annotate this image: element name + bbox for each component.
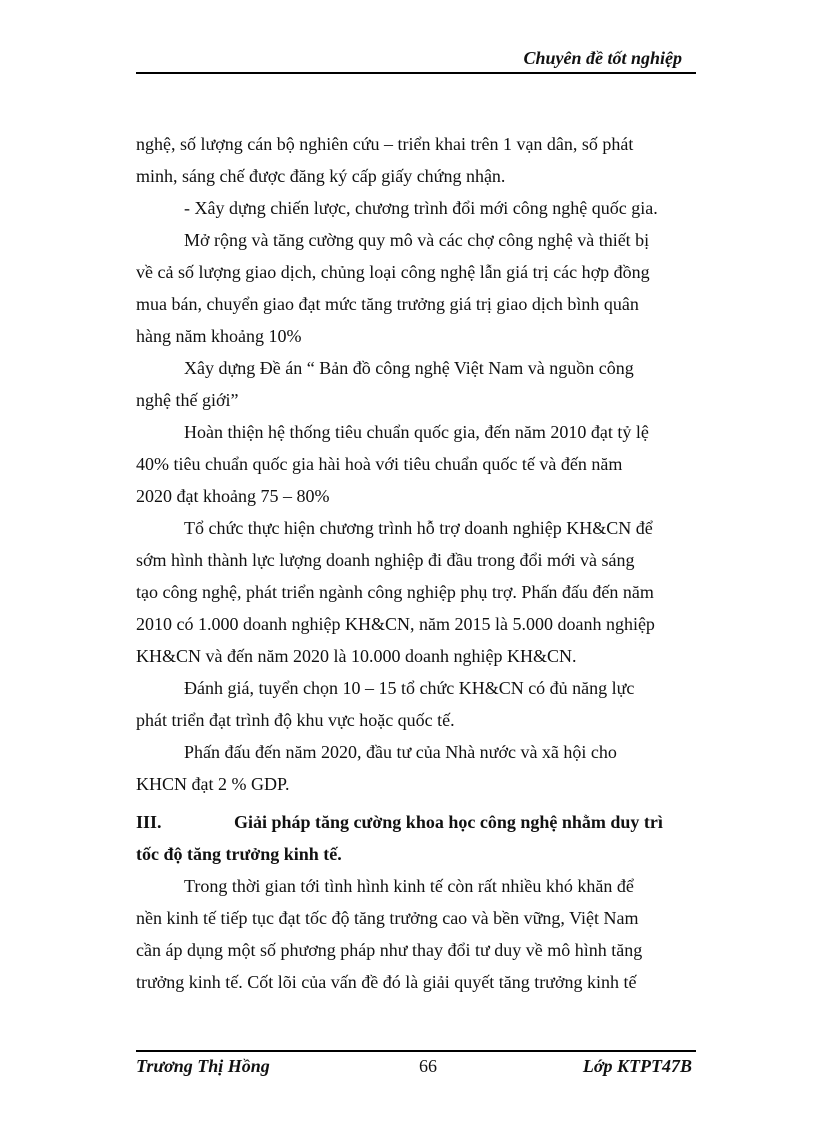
text-line: mua bán, chuyển giao đạt mức tăng trưởng giá trị giao dịch bình quân — [136, 294, 639, 314]
text-line: cần áp dụng một số phương pháp như thay đổi tư duy về mô hình tăng — [136, 940, 643, 960]
text-line: Phấn đấu đến năm 2020, đầu tư của Nhà nước và xã hội cho — [184, 742, 617, 762]
text-line: nền kinh tế tiếp tục đạt tốc độ tăng trưởng cao và bền vững, Việt Nam — [136, 908, 639, 928]
text-line: Hoàn thiện hệ thống tiêu chuẩn quốc gia, đến năm 2010 đạt tỷ lệ — [184, 422, 649, 442]
text-line: nghệ, số lượng cán bộ nghiên cứu – triển khai trên 1 vạn dân, số phát — [136, 134, 634, 154]
section-heading-number: III. — [136, 812, 162, 832]
header-title: Chuyên đề tốt nghiệp — [523, 48, 682, 68]
section-heading-title: Giải pháp tăng cường khoa học công nghệ nhằm duy trì — [234, 812, 663, 832]
text-line: sớm hình thành lực lượng doanh nghiệp đi đầu trong đổi mới và sáng — [136, 550, 635, 570]
text-line: về cả số lượng giao dịch, chủng loại công nghệ lẫn giá trị các hợp đồng — [136, 262, 650, 282]
text-line: 2010 có 1.000 doanh nghiệp KH&CN, năm 2015 là 5.000 doanh nghiệp — [136, 614, 655, 634]
text-line: - Xây dựng chiến lược, chương trình đổi mới công nghệ quốc gia. — [184, 198, 658, 218]
text-line: Tổ chức thực hiện chương trình hỗ trợ doanh nghiệp KH&CN để — [184, 518, 653, 538]
text-line: 2020 đạt khoảng 75 – 80% — [136, 486, 330, 506]
text-line: hàng năm khoảng 10% — [136, 326, 302, 346]
footer-author: Trương Thị Hồng — [136, 1056, 270, 1076]
section-heading-continuation: tốc độ tăng trưởng kinh tế. — [136, 844, 342, 864]
page-number: 66 — [419, 1056, 437, 1076]
text-line: nghệ thế giới” — [136, 390, 239, 410]
text-line: tạo công nghệ, phát triển ngành công nghiệp phụ trợ. Phấn đấu đến năm — [136, 582, 654, 602]
text-line: Xây dựng Đề án “ Bản đồ công nghệ Việt Nam và nguồn công — [184, 358, 634, 378]
page-footer — [136, 1050, 696, 1082]
text-line: KHCN đạt 2 % GDP. — [136, 774, 290, 794]
text-line: trưởng kinh tế. Cốt lõi của vấn đề đó là giải quyết tăng trưởng kinh tế — [136, 972, 637, 992]
page-header — [136, 44, 696, 74]
text-line: Trong thời gian tới tình hình kinh tế còn rất nhiều khó khăn để — [184, 876, 634, 896]
text-line: phát triển đạt trình độ khu vực hoặc quốc tế. — [136, 710, 455, 730]
footer-class: Lớp KTPT47B — [582, 1056, 692, 1076]
text-line: KH&CN và đến năm 2020 là 10.000 doanh nghiệp KH&CN. — [136, 646, 577, 666]
text-line: Đánh giá, tuyển chọn 10 – 15 tổ chức KH&CN có đủ năng lực — [184, 678, 635, 698]
text-line: minh, sáng chế được đăng ký cấp giấy chứng nhận. — [136, 166, 506, 186]
text-line: Mở rộng và tăng cường quy mô và các chợ công nghệ và thiết bị — [184, 230, 650, 250]
text-line: 40% tiêu chuẩn quốc gia hài hoà với tiêu chuẩn quốc tế và đến năm — [136, 454, 623, 474]
